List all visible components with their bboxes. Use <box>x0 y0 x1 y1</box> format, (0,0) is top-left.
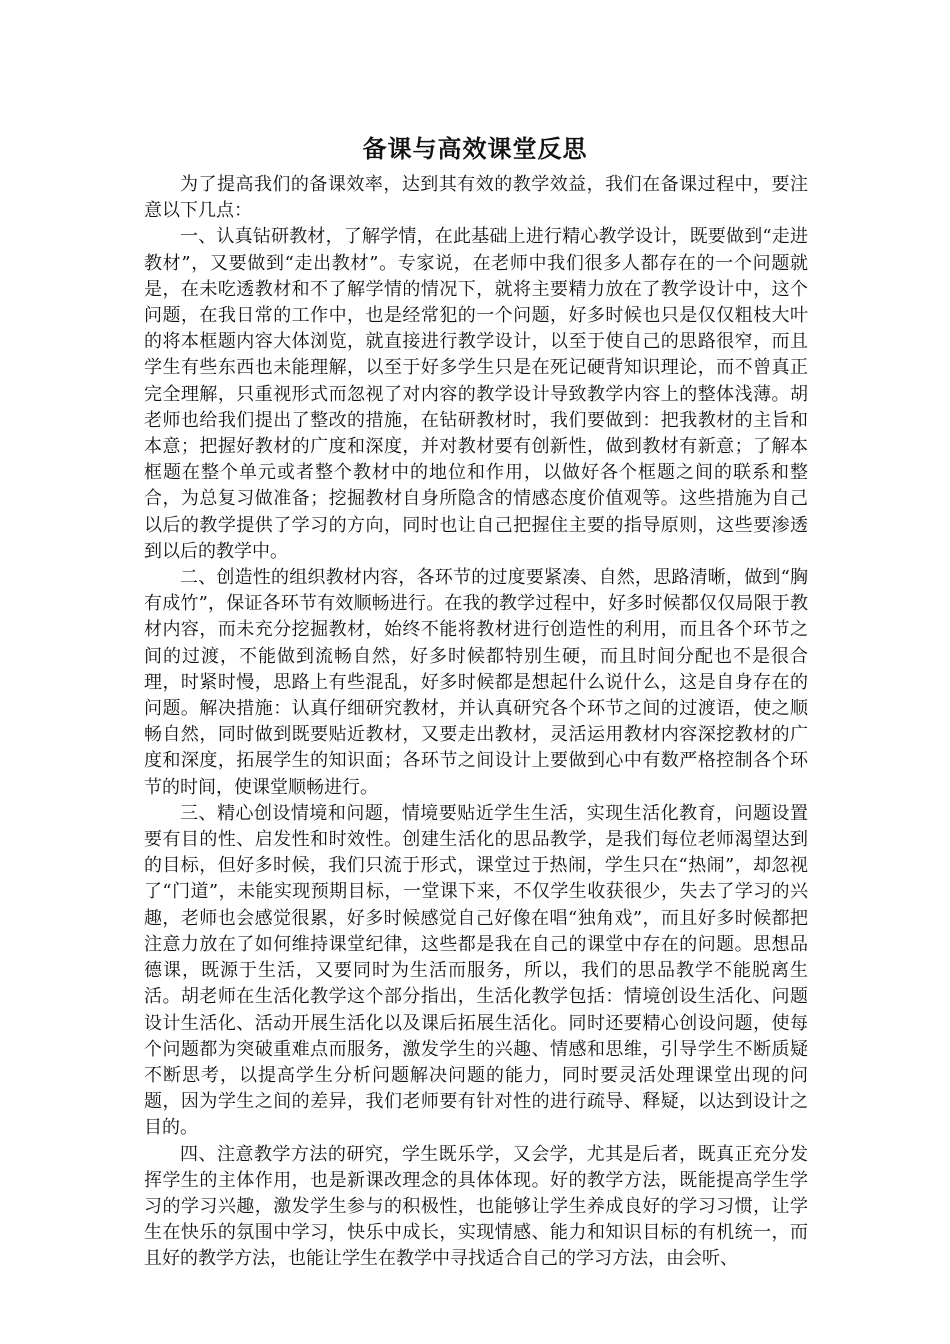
section-two-paragraph: 二、创造性的组织教材内容，各环节的过度要紧凑、自然，思路清晰，做到“胸有成竹”，保证各环节有效顺畅进行。在我的教学过程中，好多时候都仅仅局限于教材内容，而未充分挖掘教材，始终不能将教材进行创造性的利用，而且各个环节之间的过渡，不能做到流畅自然，好多时候都特别生硬，而且时间分配也不是很合理，时紧时慢，思路上有些混乱，好多时候都是想起什么说什么，这是自身存在的问题。解决措施：认真仔细研究教材，并认真研究各个环节之间的过渡语，使之顺畅自然，同时做到既要贴近教材，又要走出教材，灵活运用教材内容深挖教材的广度和深度，拓展学生的知识面；各环节之间设计上要做到心中有数严格控制各个环节的时间，使课堂顺畅进行。 <box>144 567 808 798</box>
section-three-paragraph: 三、精心创设情境和问题，情境要贴近学生生活，实现生活化教育，问题设置要有目的性、启发性和时效性。创建生活化的思品教学，是我们每位老师渴望达到的目标，但好多时候，我们只流于形式，课堂过于热闹，学生只在“热闹”，却忽视了“门道”，未能实现预期目标，一堂课下来，不仅学生收获很少，失去了学习的兴趣，老师也会感觉很累，好多时候感觉自己好像在唱“独角戏”，而且好多时候都把注意力放在了如何维持课堂纪律，这些都是我在自己的课堂中存在的问题。思想品德课，既源于生活，又要同时为生活而服务，所以，我们的思品教学不能脱离生活。胡老师在生活化教学这个部分指出，生活化教学包括：情境创设生活化、问题设计生活化、活动开展生活化以及课后拓展生活化。同时还要精心创设问题，使每个问题都为突破重难点而服务，激发学生的兴趣、情感和思维，引导学生不断质疑不断思考，以提高学生分析问题解决问题的能力，同时要灵活处理课堂出现的问题，因为学生之间的差异，我们老师要有针对性的进行疏导、释疑，以达到设计之目的。 <box>144 802 808 1139</box>
document-body <box>144 172 808 1273</box>
document-title: 备课与高效课堂反思 <box>362 134 588 163</box>
section-four-paragraph: 四、注意教学方法的研究，学生既乐学，又会学，尤其是后者，既真正充分发挥学生的主体作用，也是新课改理念的具体体现。好的教学方法，既能提高学生学习的学习兴趣，激发学生参与的积极性，也能够让学生养成良好的学习习惯，让学生在快乐的氛围中学习，快乐中成长，实现情感、能力和知识目标的有机统一，而且好的教学方法，也能让学生在教学中寻找适合自己的学习方法，由会听、 <box>144 1143 808 1270</box>
section-one-paragraph: 一、认真钻研教材，了解学情，在此基础上进行精心教学设计，既要做到“走进教材”，又要做到“走出教材”。专家说，在老师中我们很多人都存在的一个问题就是，在未吃透教材和不了解学情的情况下，就将主要精力放在了教学设计中，这个问题，在我日常的工作中，也是经常犯的一个问题，好多时候也只是仅仅粗枝大叶的将本框题内容大体浏览，就直接进行教学设计，以至于使自己的思路很窄，而且学生有些东西也未能理解，以至于好多学生只是在死记硬背知识理论，而不曾真正完全理解，只重视形式而忽视了对内容的教学设计导致教学内容上的整体浅薄。胡老师也给我们提出了整改的措施，在钻研教材时，我们要做到：把我教材的主旨和本意；把握好教材的广度和深度，并对教材要有创新性，做到教材有新意；了解本框题在整个单元或者整个教材中的地位和作用，以做好各个框题之间的联系和整合，为总复习做准备；挖掘教材自身所隐含的情感态度价值观等。这些措施为自己以后的教学提供了学习的方向，同时也让自己把握住主要的指导原则，这些要渗透到以后的教学中。 <box>144 226 808 562</box>
intro-paragraph: 为了提高我们的备课效率，达到其有效的教学效益，我们在备课过程中，要注意以下几点： <box>144 174 808 222</box>
